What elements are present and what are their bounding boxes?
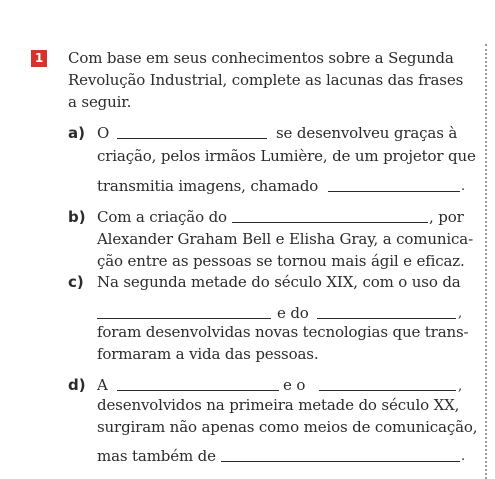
item-d-line4-start: mas também de — [97, 447, 216, 465]
item-c-line2-mid: e do — [277, 304, 309, 322]
item-d-line4-end: . — [461, 449, 465, 464]
item-c-blank-1[interactable] — [97, 318, 271, 319]
prompt-line-2: Revolução Industrial, complete as lacunas das frases — [68, 71, 464, 89]
page-edge-dotted-rule — [485, 44, 487, 479]
item-a-blank-2[interactable] — [328, 191, 460, 192]
prompt-line-3: a seguir. — [68, 93, 132, 111]
item-a-line3-start: transmitia imagens, chamado — [97, 177, 319, 195]
item-d-line3: surgiram não apenas como meios de comunicação, — [97, 418, 478, 436]
prompt-line-1: Com base em seus conhecimentos sobre a Segunda — [68, 49, 454, 67]
item-a-label: a) — [68, 124, 85, 142]
item-b-line1-start: Com a criação do — [97, 208, 227, 226]
item-d-blank-2[interactable] — [319, 390, 456, 391]
item-d-line1-end: , — [458, 379, 462, 394]
item-a-line3-end: . — [461, 179, 465, 194]
item-b-line3: ção entre as pessoas se tornou mais ágil e eficaz. — [97, 252, 465, 270]
item-c-line1: Na segunda metade do século XIX, com o uso da — [97, 273, 461, 291]
item-c-label: c) — [68, 273, 84, 291]
item-a-line1-end: se desenvolveu graças à — [276, 124, 458, 142]
item-c-blank-2[interactable] — [317, 318, 456, 319]
item-d-label: d) — [68, 376, 86, 394]
item-c-line4: formaram a vida das pessoas. — [97, 345, 319, 363]
item-d-line1-mid: e o — [283, 376, 306, 394]
item-d-blank-1[interactable] — [117, 390, 279, 391]
item-d-line2: desenvolvidos na primeira metade do século XX, — [97, 396, 460, 414]
item-c-line2-end: , — [458, 306, 462, 321]
item-a-blank-1[interactable] — [117, 138, 267, 139]
item-a-line1-start: O — [97, 124, 110, 142]
item-b-line1-end: , por — [429, 208, 464, 226]
item-d-line1-start: A — [97, 376, 108, 394]
item-b-label: b) — [68, 208, 86, 226]
item-a-line2: criação, pelos irmãos Lumière, de um projetor que — [97, 147, 476, 165]
item-d-blank-2-line4[interactable] — [221, 461, 460, 462]
question-number-badge: 1 — [31, 50, 47, 67]
item-c-line3: foram desenvolvidas novas tecnologias que trans- — [97, 323, 469, 341]
item-b-line2: Alexander Graham Bell e Elisha Gray, a comunica- — [97, 230, 474, 248]
item-b-blank-1[interactable] — [232, 222, 428, 223]
